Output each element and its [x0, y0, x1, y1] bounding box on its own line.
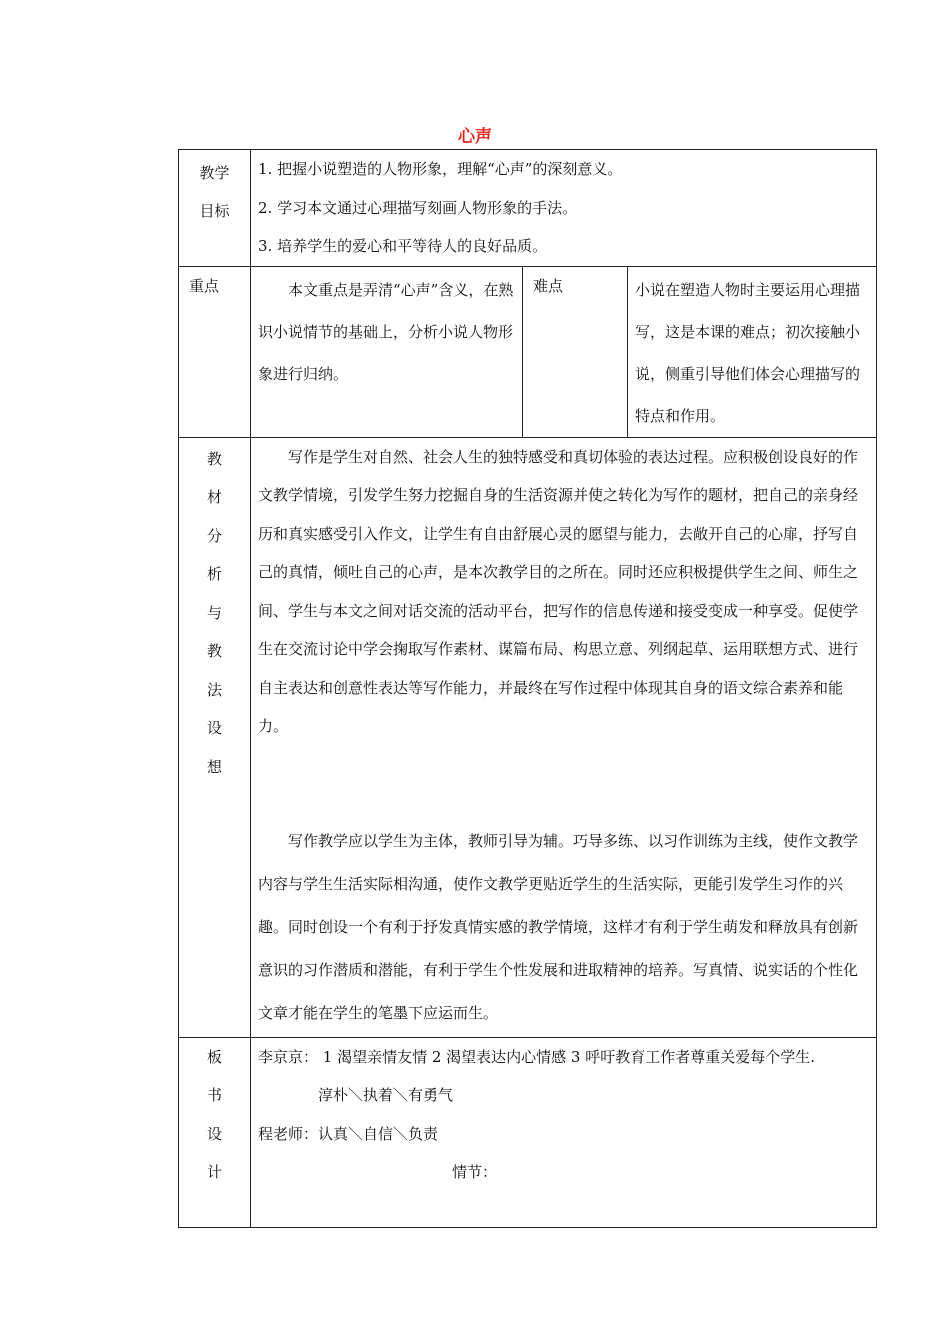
board-design-content	[251, 1037, 877, 1227]
board-design-label: 板 书 设 计	[179, 1037, 251, 1227]
objective-item: 3. 培养学生的爱心和平等待人的良好品质。	[258, 237, 548, 255]
objectives-row	[179, 150, 877, 267]
objectives-label: 教学 目标	[179, 150, 251, 267]
key-points-text: 本文重点是弄清“心声”含义，在熟识小说情节的基础上，分析小说人物形象进行归纳。	[251, 266, 523, 437]
analysis-paragraph-2: 写作教学应以学生为主体，教师引导为辅。巧导多练、以习作训练为主线，使作文教学内容与学生生活实际相沟通，使作文教学更贴近学生的生活实际，更能引发学生习作的兴趣。同时创设一个有利于抒发真情实感的教学情境，这样才有利于学生萌发和释放具有创新意识的习作潜质和潜能，有利于学生个性发展和进取精神的培养。写真情、说实话的个性化文章才能在学生的笔墨下应运而生。	[258, 831, 859, 1022]
lesson-plan-table	[178, 149, 877, 1228]
analysis-paragraph-1: 写作是学生对自然、社会人生的独特感受和真切体验的表达过程。应积极创设良好的作文教学情境，引发学生努力挖掘自身的生活资源并使之转化为写作的题材，把自己的亲身经历和真实感受引入作文，让学生有自由舒展心灵的愿望与能力，去敞开自己的心扉，抒写自己的真情，倾吐自己的心声，是本次教学目的之所在。同时还应积极提供学生之间、师生之间、学生与本文之间对话交流的活动平台，把写作的信息传递和接受变成一种享受。促使学生在交流讨论中学会掬取写作素材、谋篇布局、构思立意、列纲起草、运用联想方式、进行自主表达和创意性表达等写作能力，并最终在写作过程中体现其自身的语文综合素养和能力。	[258, 447, 859, 735]
objectives-content	[251, 150, 877, 267]
objective-item: 1. 把握小说塑造的人物形象，理解“心声”的深刻意义。	[258, 160, 623, 178]
page-title: 心声	[458, 127, 492, 147]
analysis-content	[251, 437, 877, 1037]
difficulties-label: 难点	[523, 266, 628, 437]
key-points-row	[179, 266, 877, 437]
board-line-4: 情节：	[452, 1163, 498, 1181]
board-line-1: 李京京： 1 渴望亲情友情 2 渴望表达内心情感 3 呼吁教育工作者尊重关爱每个学生.	[258, 1047, 816, 1066]
difficulties-text: 小说在塑造人物时主要运用心理描写，这是本课的难点；初次接触小说，侧重引导他们体会心理描写的特点和作用。	[628, 266, 877, 437]
board-line-2: 淳朴＼执着＼有勇气	[318, 1086, 454, 1104]
board-line-3: 程老师：认真＼自信＼负责	[258, 1124, 439, 1143]
objective-item: 2. 学习本文通过心理描写刻画人物形象的手法。	[258, 198, 578, 217]
key-points-label: 重点	[179, 266, 251, 437]
analysis-label: 教 材 分 析 与 教 法 设 想	[179, 437, 251, 1037]
board-design-row	[179, 1037, 877, 1227]
analysis-row	[179, 437, 877, 1037]
